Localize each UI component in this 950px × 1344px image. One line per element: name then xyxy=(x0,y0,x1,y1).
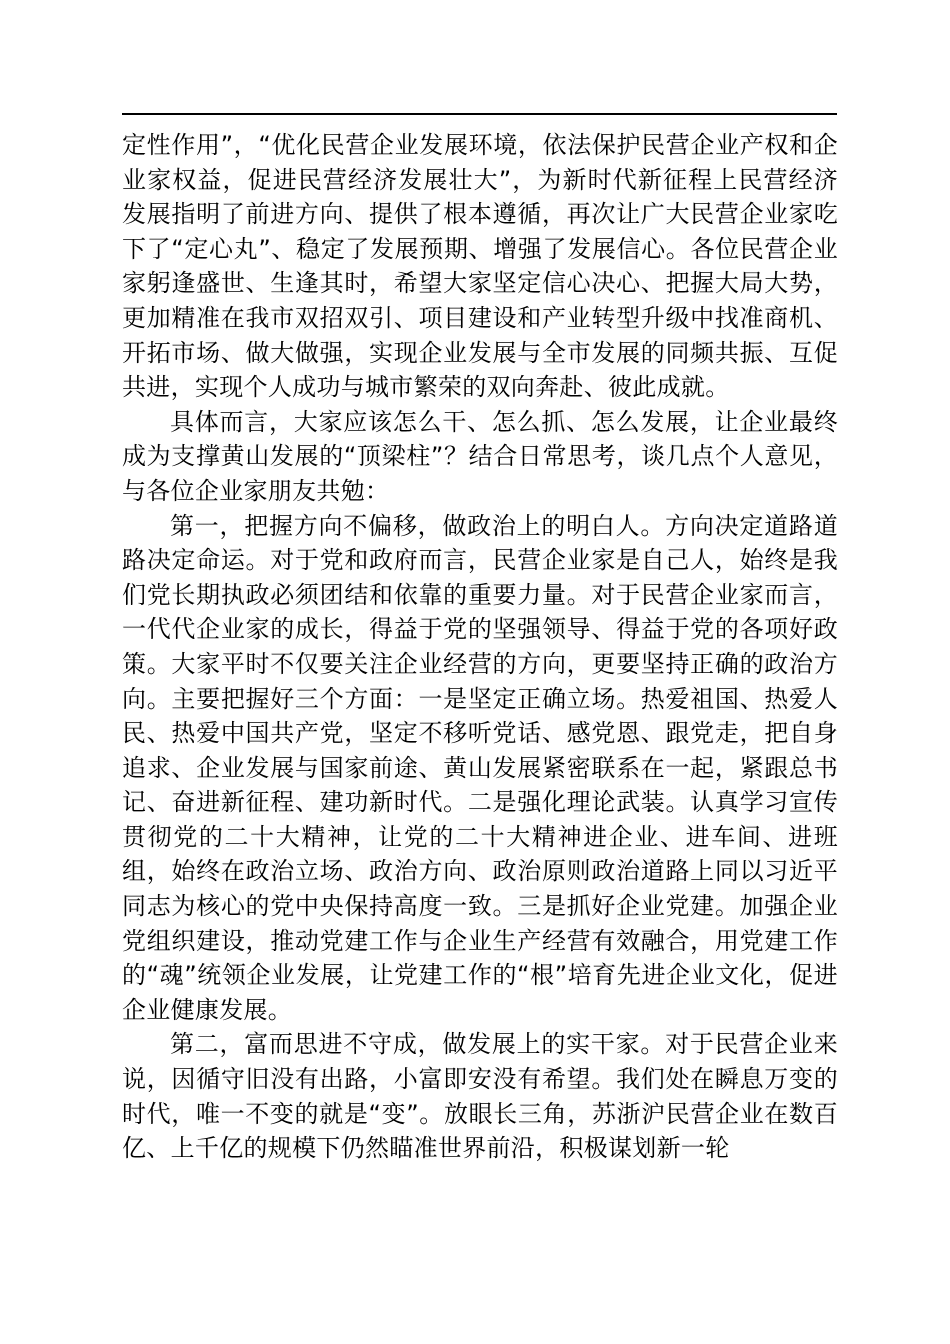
paragraph-2: 具体而言，大家应该怎么干、怎么抓、怎么发展，让企业最终成为支撑黄山发展的“顶梁柱”？结合日常思考，谈几点个人意见，与各位企业家朋友共勉： xyxy=(122,407,838,505)
document-body xyxy=(122,128,838,1166)
paragraph-1: 定性作用”，“优化民营企业发展环境，依法保护民营企业产权和企业家权益，促进民营经济发展壮大”，为新时代新征程上民营经济发展指明了前进方向、提供了根本遵循，再次让广大民营企业家吃下了“定心丸”、稳定了发展预期、增强了发展信心。各位民营企业家躬逢盛世、生逢其时，希望大家坚定信心决心、把握大局大势，更加精准在我市双招双引、项目建设和产业转型升级中找准商机、开拓市场、做大做强，实现企业发展与全市发展的同频共振、互促共进，实现个人成功与城市繁荣的双向奔赴、彼此成就。 xyxy=(122,131,838,402)
header-rule xyxy=(122,113,837,115)
paragraph-4: 第二，富而思进不守成，做发展上的实干家。对于民营企业来说，因循守旧没有出路，小富即安没有希望。我们处在瞬息万变的时代，唯一不变的就是“变”。放眼长三角，苏浙沪民营企业在数百亿、上千亿的规模下仍然瞄准世界前沿，积极谋划新一轮 xyxy=(122,1030,838,1163)
paragraph-3: 第一，把握方向不偏移，做政治上的明白人。方向决定道路道路决定命运。对于党和政府而言，民营企业家是自己人，始终是我们党长期执政必须团结和依靠的重要力量。对于民营企业家而言，一代代企业家的成长，得益于党的坚强领导、得益于党的各项好政策。大家平时不仅要关注企业经营的方向，更要坚持正确的政治方向。主要把握好三个方面：一是坚定正确立场。热爱祖国、热爱人民、热爱中国共产党，坚定不移听党话、感党恩、跟党走，把自身追求、企业发展与国家前途、黄山发展紧密联系在一起，紧跟总书记、奋进新征程、建功新时代。二是强化理论武装。认真学习宣传贯彻党的二十大精神，让党的二十大精神进企业、进车间、进班组，始终在政治立场、政治方向、政治原则政治道路上同以习近平同志为核心的党中央保持高度一致。三是抓好企业党建。加强企业党组织建设，推动党建工作与企业生产经营有效融合，用党建工作的“魂”统领企业发展，让党建工作的“根”培育先进企业文化，促进企业健康发展。 xyxy=(122,511,838,1024)
